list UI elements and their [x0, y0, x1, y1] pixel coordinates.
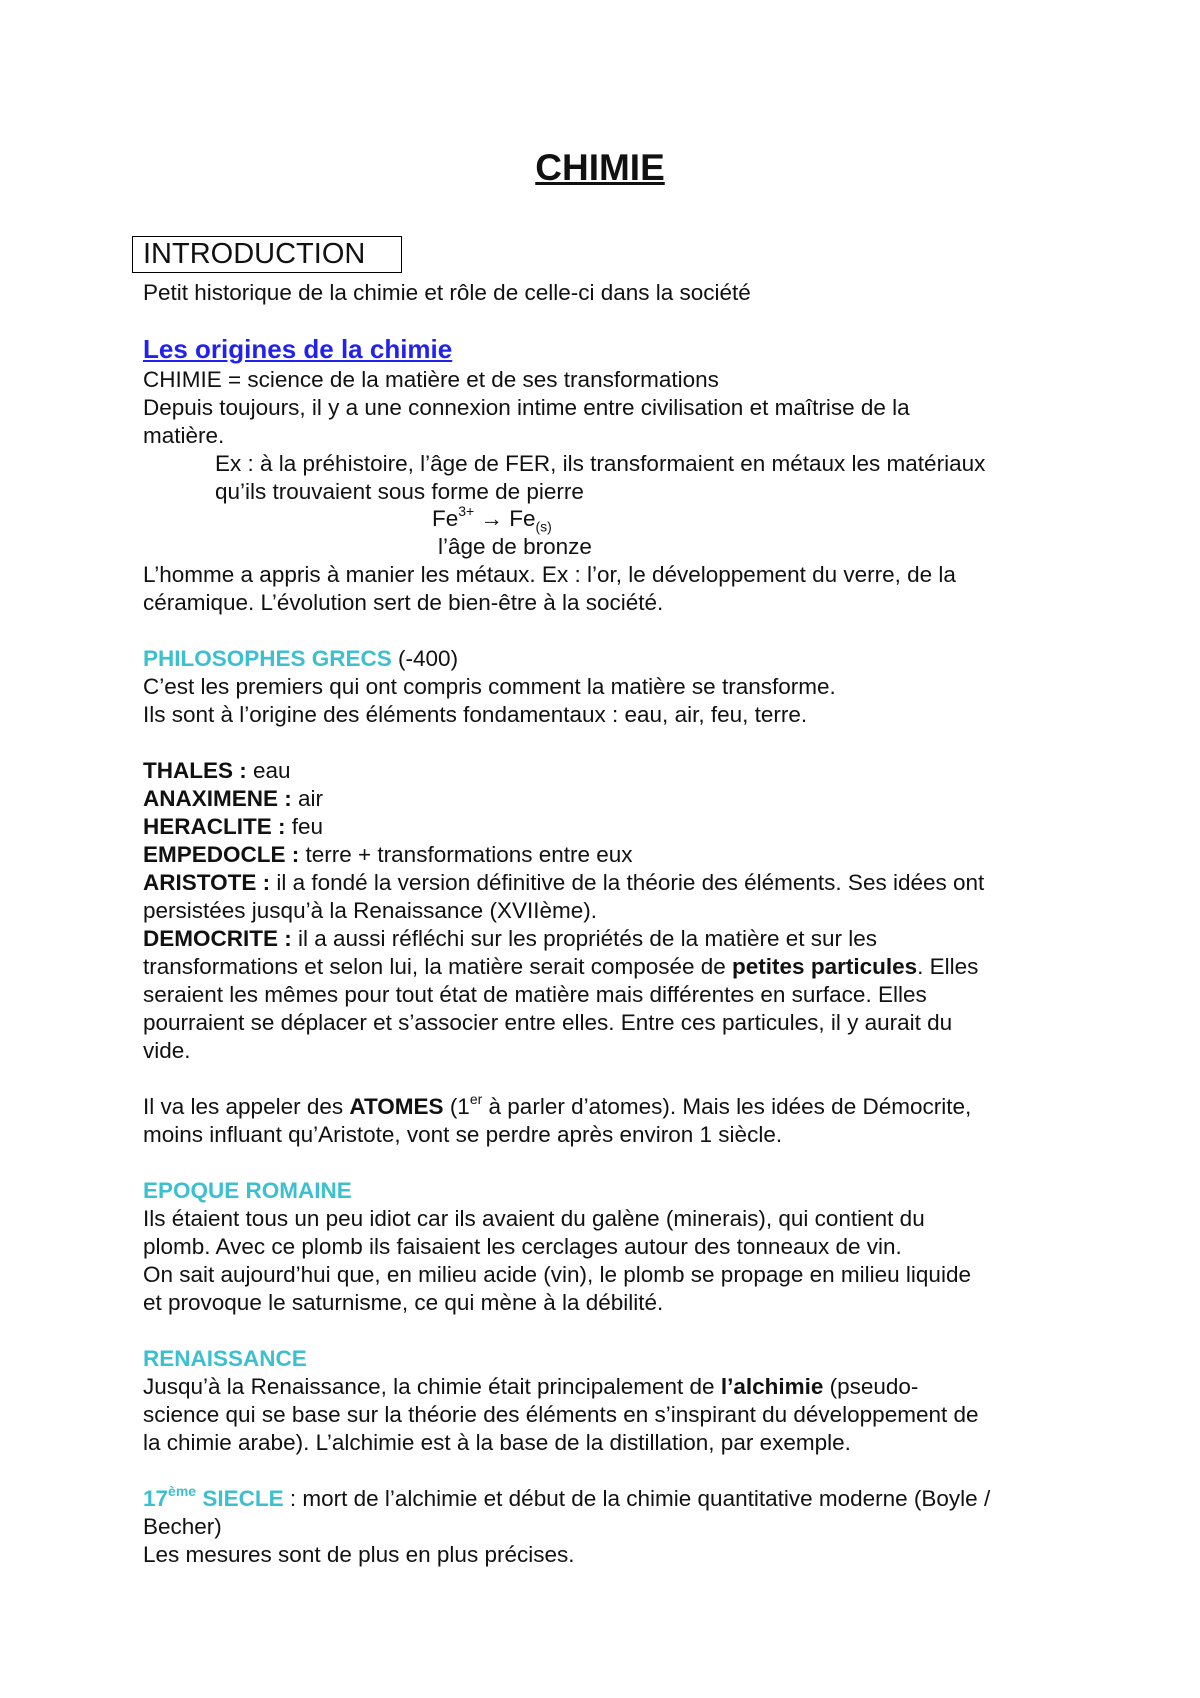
democrite-line-5: vide.: [143, 1038, 191, 1063]
c17-line-3: Les mesures sont de plus en plus précises.: [143, 1542, 575, 1567]
democrite-line-3: seraient les mêmes pour tout état de matière mais différentes en surface. Elles: [143, 982, 927, 1007]
renaissance-line-1: [143, 1373, 918, 1401]
democrite-line-2: [143, 953, 978, 981]
c17-line-2: Becher): [143, 1514, 222, 1539]
empedocle-name: EMPEDOCLE :: [143, 842, 300, 867]
intro-subtitle: Petit historique de la chimie et rôle de celle-ci dans la société: [143, 280, 751, 305]
thales-line: [143, 757, 291, 785]
greeks-heading: PHILOSOPHES GRECS: [143, 646, 392, 671]
atoms-line-2: moins influant qu’Aristote, vont se perdre après environ 1 siècle.: [143, 1122, 783, 1147]
democrite-text-2c: . Elles: [917, 954, 979, 979]
c17-num: 17: [143, 1486, 169, 1511]
page-title: CHIMIE: [535, 147, 665, 188]
origins-line-2: Depuis toujours, il y a une connexion intime entre civilisation et maîtrise de la: [143, 395, 910, 420]
greeks-heading-line: [143, 645, 458, 673]
renaissance-text-a: Jusqu’à la Renaissance, la chimie était principalement de: [143, 1374, 721, 1399]
atoms-sup: er: [469, 1090, 483, 1107]
renaissance-line-3: la chimie arabe). L’alchimie est à la base de la distillation, par exemple.: [143, 1430, 851, 1455]
eq-arrow: → Fe: [474, 506, 536, 531]
renaissance-line-2: science qui se base sur la théorie des éléments en s’inspirant du développement de: [143, 1402, 979, 1427]
atoms-text-c: (1: [443, 1094, 470, 1119]
heraclite-text: feu: [285, 814, 324, 839]
thales-text: eau: [246, 758, 291, 783]
atoms-text-d: à parler d’atomes). Mais les idées de Démocrite,: [482, 1094, 972, 1119]
greeks-line-1: C’est les premiers qui ont compris comment la matière se transforme.: [143, 674, 836, 699]
atoms-word: ATOMES: [349, 1094, 444, 1119]
democrite-line-4: pourraient se déplacer et s’associer entre elles. Entre ces particules, il y aurait du: [143, 1010, 953, 1035]
anaximene-text: air: [291, 786, 324, 811]
introduction-box: INTRODUCTION: [132, 236, 402, 273]
aristote-text: il a fondé la version définitive de la théorie des éléments. Ses idées ont: [270, 870, 985, 895]
eq-charge: 3+: [458, 502, 475, 519]
origins-line-5: céramique. L’évolution sert de bien-être à la société.: [143, 590, 664, 615]
origins-line-3: matière.: [143, 423, 225, 448]
origins-example-1: Ex : à la préhistoire, l’âge de FER, ils transformaient en métaux les matériaux: [215, 451, 986, 476]
roman-line-3: On sait aujourd’hui que, en milieu acide (vin), le plomb se propage en milieu liquide: [143, 1262, 971, 1287]
democrite-text-2a: transformations et selon lui, la matière serait composée de: [143, 954, 733, 979]
c17-heading: SIECLE: [196, 1486, 284, 1511]
origins-line-1: CHIMIE = science de la matière et de ses transformations: [143, 367, 719, 392]
heraclite-line: [143, 813, 323, 841]
bronze-age: l’âge de bronze: [438, 534, 592, 559]
thales-name: THALES :: [143, 758, 247, 783]
democrite-text: il a aussi réfléchi sur les propriétés de la matière et sur les: [291, 926, 878, 951]
renaissance-text-c: (pseudo-: [823, 1374, 919, 1399]
c17-line: [143, 1482, 991, 1513]
roman-line-1: Ils étaient tous un peu idiot car ils avaient du galène (minerais), qui contient du: [143, 1206, 925, 1231]
greeks-line-2: Ils sont à l’origine des éléments fondamentaux : eau, air, feu, terre.: [143, 702, 808, 727]
anaximene-line: [143, 785, 323, 813]
renaissance-heading: RENAISSANCE: [143, 1346, 307, 1371]
empedocle-text: terre + transformations entre eux: [299, 842, 633, 867]
democrite-name: DEMOCRITE :: [143, 926, 292, 951]
aristote-line: [143, 869, 984, 897]
atoms-text-a: Il va les appeler des: [143, 1094, 350, 1119]
alchimie-word: l’alchimie: [720, 1374, 824, 1399]
origins-line-4: L’homme a appris à manier les métaux. Ex : l’or, le développement du verre, de la: [143, 562, 956, 587]
eq-fe: Fe: [432, 506, 459, 531]
eq-state: (s): [535, 518, 552, 535]
anaximene-name: ANAXIMENE :: [143, 786, 292, 811]
empedocle-line: [143, 841, 633, 869]
roman-line-4: et provoque le saturnisme, ce qui mène à la débilité.: [143, 1290, 664, 1315]
petites-particules: petites particules: [732, 954, 918, 979]
iron-equation: [432, 502, 552, 535]
origins-heading: Les origines de la chimie: [143, 334, 453, 364]
greeks-date: (-400): [391, 646, 459, 671]
atoms-line: [143, 1090, 972, 1121]
aristote-name: ARISTOTE :: [143, 870, 271, 895]
c17-sup: ème: [168, 1482, 197, 1499]
aristote-line-2: persistées jusqu’à la Renaissance (XVIIème).: [143, 898, 597, 923]
democrite-line: [143, 925, 877, 953]
roman-heading: EPOQUE ROMAINE: [143, 1178, 352, 1203]
c17-text: : mort de l’alchimie et début de la chimie quantitative moderne (Boyle /: [283, 1486, 991, 1511]
origins-example-2: qu’ils trouvaient sous forme de pierre: [215, 479, 584, 504]
roman-line-2: plomb. Avec ce plomb ils faisaient les cerclages autour des tonneaux de vin.: [143, 1234, 902, 1259]
heraclite-name: HERACLITE :: [143, 814, 286, 839]
